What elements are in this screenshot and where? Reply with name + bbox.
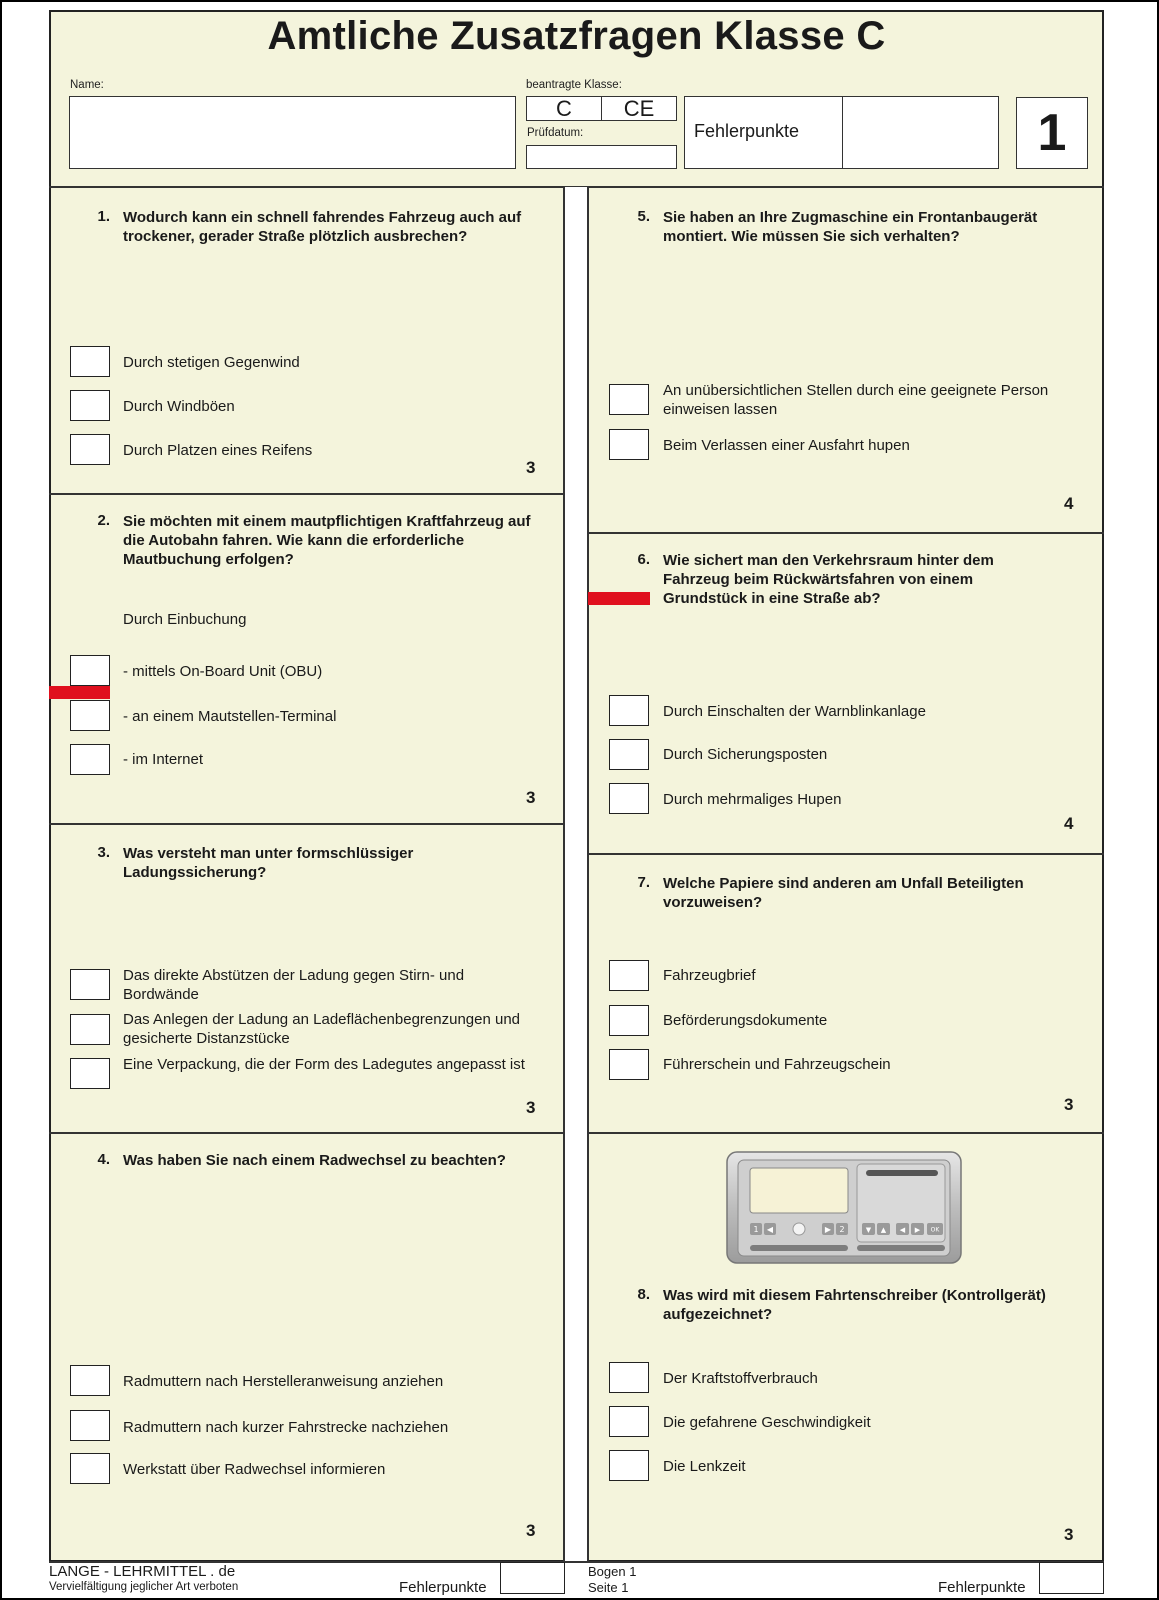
answer-intro: Durch Einbuchung: [123, 611, 247, 628]
answer-text: Die Lenkzeit: [663, 1458, 746, 1475]
answer-text: Das Anlegen der Ladung an Ladeflächenbegrenzungen und gesicherte Distanzstücke: [123, 1011, 521, 1047]
divider-q1-q2: [49, 493, 564, 495]
tacho-button-label: OK: [930, 1226, 940, 1234]
tacho-button-label: ◀: [899, 1226, 906, 1234]
answer-text: Radmuttern nach kurzer Fahrstrecke nachziehen: [123, 1419, 449, 1436]
answer-text: Durch Windböen: [123, 398, 235, 415]
question-number: 2.: [97, 512, 110, 529]
answer-text: Die gefahrene Geschwindigkeit: [663, 1414, 871, 1431]
answer-text: Durch Sicherungsposten: [663, 746, 828, 763]
answer-text: An unübersichtlichen Stellen durch eine geeignete Person einweisen lassen: [663, 382, 1049, 418]
answer-text: Durch stetigen Gegenwind: [123, 354, 300, 371]
column-gutter: [565, 187, 587, 1562]
error-points-right-label: Fehlerpunkte: [938, 1579, 1026, 1596]
question-number: 4.: [97, 1151, 110, 1168]
question-points: 3: [526, 1098, 536, 1117]
question-number: 7.: [637, 874, 650, 891]
question-points: 3: [526, 1521, 536, 1540]
error-points-header-label: Fehlerpunkte: [694, 121, 800, 141]
answer-checkbox[interactable]: [70, 390, 110, 421]
answer-text: - im Internet: [123, 751, 204, 768]
answer-checkbox[interactable]: [609, 429, 649, 460]
left-column-edge: [563, 187, 565, 1562]
answer-text: Durch Platzen eines Reifens: [123, 442, 313, 459]
answer-text: Durch Einschalten der Warnblinkanlage: [663, 703, 926, 720]
sheet-label: Bogen 1: [588, 1564, 637, 1579]
answer-checkbox[interactable]: [70, 1365, 110, 1396]
answer-checkbox[interactable]: [609, 1450, 649, 1481]
question-number: 1.: [97, 208, 110, 225]
answer-checkbox[interactable]: [609, 1005, 649, 1036]
page-label: Seite 1: [588, 1580, 629, 1595]
question-points: 4: [1064, 494, 1074, 513]
question-text: Wodurch kann ein schnell fahrendes Fahrzeug auch auf trockener, gerader Straße plötzlich ausbrechen?: [123, 209, 522, 245]
tacho-button-label: ◀: [766, 1225, 774, 1234]
red-marker: [49, 686, 110, 699]
question-text: Sie haben an Ihre Zugmaschine ein Frontanbaugerät montiert. Wie müssen Sie sich verhalten?: [663, 209, 1038, 245]
page-title: Amtliche Zusatzfragen Klasse C: [267, 14, 886, 58]
question-text: Welche Papiere sind anderen am Unfall Beteiligten vorzuweisen?: [663, 875, 1024, 911]
error-points-right-field[interactable]: [1039, 1562, 1104, 1594]
answer-text: Führerschein und Fahrzeugschein: [663, 1056, 891, 1073]
answer-checkbox[interactable]: [70, 744, 110, 775]
question-text: Wie sichert man den Verkehrsraum hinter dem Fahrzeug beim Rückwärtsfahren von einem Grundstück in eine Straße ab?: [663, 552, 994, 607]
answer-checkbox[interactable]: [609, 783, 649, 814]
answer-checkbox[interactable]: [609, 1406, 649, 1437]
answer-text: Werkstatt über Radwechsel informieren: [123, 1461, 386, 1478]
answer-checkbox[interactable]: [70, 1453, 110, 1484]
tacho-button-label: ▼: [865, 1226, 872, 1234]
answer-text: Das direkte Abstützen der Ladung gegen Stirn- und Bordwände: [123, 967, 465, 1003]
answer-text: - an einem Mautstellen-Terminal: [123, 708, 337, 725]
question-points: 4: [1064, 814, 1074, 833]
error-points-left-label: Fehlerpunkte: [399, 1579, 487, 1596]
answer-checkbox[interactable]: [70, 655, 110, 686]
divider-q6-q7: [588, 853, 1104, 855]
class-label: beantragte Klasse:: [526, 79, 622, 91]
question-text: Was versteht man unter formschlüssiger Ladungssicherung?: [123, 845, 414, 881]
divider-q2-q3: [49, 823, 564, 825]
question-text: Was haben Sie nach einem Radwechsel zu beachten?: [123, 1152, 506, 1169]
tacho-button-label: 1: [753, 1225, 759, 1234]
answer-checkbox[interactable]: [70, 700, 110, 731]
question-text: Was wird mit diesem Fahrtenschreiber (Kontrollgerät) aufgezeichnet?: [663, 1287, 1046, 1323]
answer-text: Radmuttern nach Herstelleranweisung anziehen: [123, 1373, 444, 1390]
answer-text: Der Kraftstoffverbrauch: [663, 1370, 818, 1387]
answer-checkbox[interactable]: [609, 960, 649, 991]
answer-text: - mittels On-Board Unit (OBU): [123, 663, 323, 680]
question-number: 3.: [97, 844, 110, 861]
error-points-header-field[interactable]: [843, 97, 998, 168]
question-number: 6.: [637, 551, 650, 568]
question-points: 3: [526, 458, 536, 477]
tacho-button-label: ▲: [880, 1226, 887, 1234]
sheet-number: 1: [1016, 97, 1088, 169]
right-column-edge: [587, 187, 589, 1562]
divider-q7-q8: [588, 1132, 1104, 1134]
class-option-c[interactable]: C: [526, 96, 602, 121]
error-points-left-field[interactable]: [500, 1562, 565, 1594]
question-text: Sie möchten mit einem mautpflichtigen Kraftfahrzeug auf die Autobahn fahren. Wie kann die erforderliche Mautbuchung erfolgen?: [123, 513, 531, 568]
answer-checkbox[interactable]: [609, 695, 649, 726]
answer-text: Beförderungsdokumente: [663, 1012, 828, 1029]
name-label: Name:: [70, 79, 104, 91]
question-number: 5.: [637, 208, 650, 225]
question-points: 3: [1064, 1525, 1074, 1544]
tachograph-right-buttons: [862, 1223, 943, 1235]
divider-q5-q6: [588, 532, 1104, 534]
answer-text: Durch mehrmaliges Hupen: [663, 791, 842, 808]
answer-checkbox[interactable]: [70, 1014, 110, 1045]
tacho-button-label: 2: [839, 1225, 845, 1234]
tachograph-image: [726, 1151, 962, 1264]
class-option-ce[interactable]: CE: [601, 96, 677, 121]
divider-q3-q4: [49, 1132, 564, 1134]
question-number: 8.: [637, 1286, 650, 1303]
answer-text: Eine Verpackung, die der Form des Ladegutes angepasst ist: [123, 1056, 525, 1073]
name-field[interactable]: [69, 96, 516, 169]
answer-checkbox[interactable]: [609, 739, 649, 770]
copyright-notice: Vervielfältigung jeglicher Art verboten: [49, 1581, 239, 1593]
answer-text: Fahrzeugbrief: [663, 967, 756, 984]
tacho-button-label: ▶: [824, 1225, 832, 1234]
tacho-button-label: ▶: [914, 1226, 921, 1234]
answer-checkbox[interactable]: [609, 384, 649, 415]
answer-checkbox[interactable]: [609, 1362, 649, 1393]
publisher: LANGE - LEHRMITTEL . de: [49, 1563, 236, 1580]
question-points: 3: [1064, 1095, 1074, 1114]
answer-checkbox[interactable]: [70, 969, 110, 1000]
question-points: 3: [526, 788, 536, 807]
date-label: Prüfdatum:: [527, 127, 584, 139]
answer-checkbox[interactable]: [70, 434, 110, 465]
answer-checkbox[interactable]: [70, 1410, 110, 1441]
date-field[interactable]: [526, 145, 677, 169]
answer-checkbox[interactable]: [70, 1058, 110, 1089]
red-marker: [588, 592, 650, 605]
answer-checkbox[interactable]: [609, 1049, 649, 1080]
answer-checkbox[interactable]: [70, 346, 110, 377]
answer-text: Beim Verlassen einer Ausfahrt hupen: [663, 437, 910, 454]
